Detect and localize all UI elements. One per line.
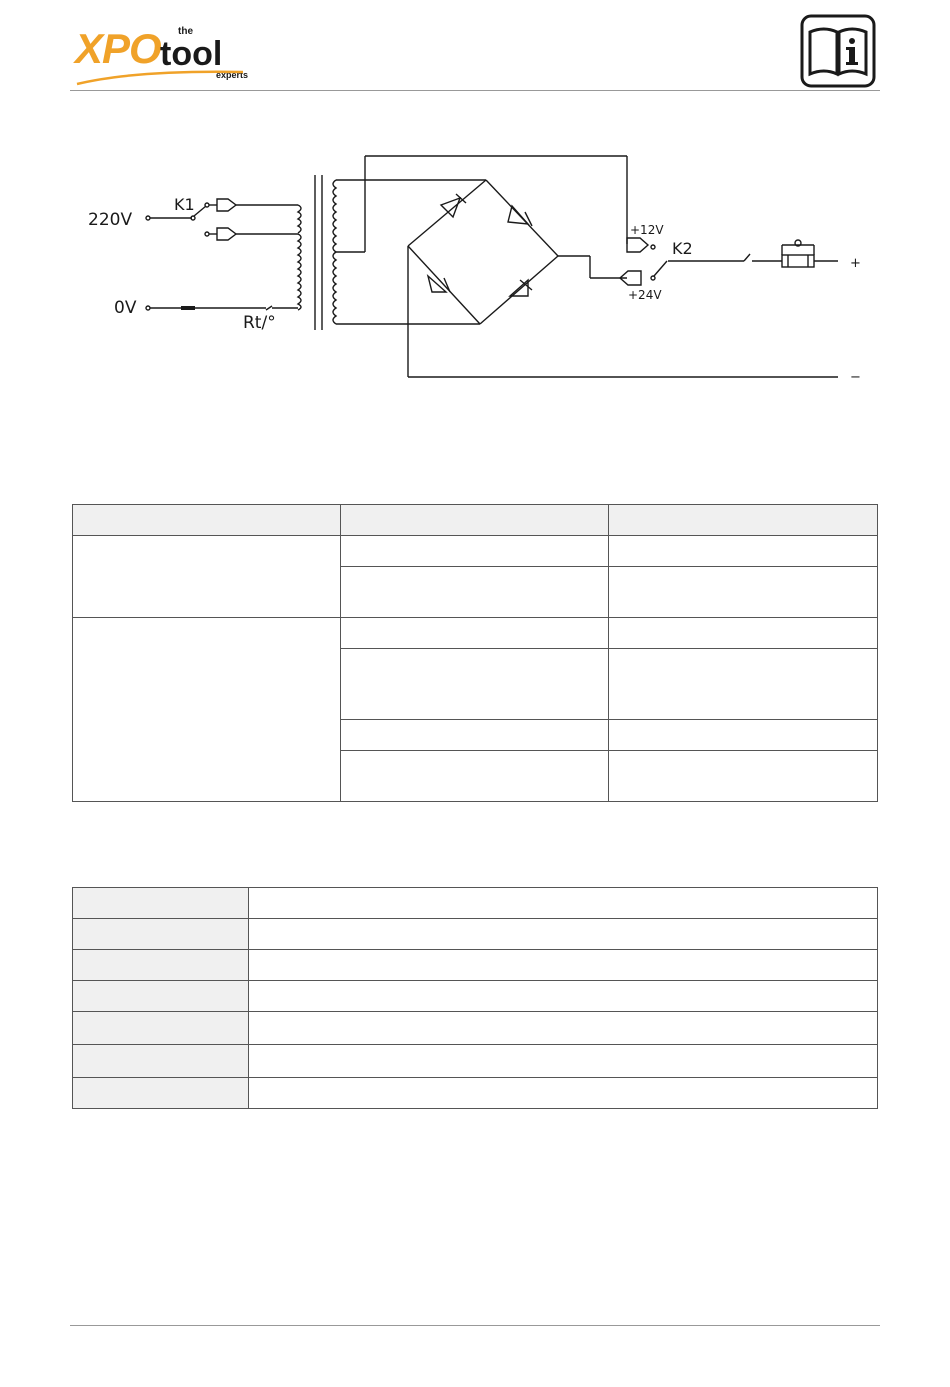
- logo-the-text: the: [178, 26, 193, 37]
- table-header-cell: [73, 505, 341, 536]
- logo-xpo-text: XPO: [75, 25, 161, 72]
- specification-table: [72, 504, 878, 802]
- table-row: [73, 536, 878, 567]
- table-cell: [609, 649, 878, 720]
- table-cell: [341, 618, 609, 649]
- label-plus: +: [850, 256, 861, 271]
- table-row: [73, 1078, 878, 1109]
- table-key-cell: [73, 919, 249, 950]
- table-row: [73, 1012, 878, 1045]
- footer-divider: [70, 1325, 880, 1326]
- table-key-cell: [73, 888, 249, 919]
- table-cell: [609, 751, 878, 802]
- table-cell: [609, 567, 878, 618]
- table-cell: [609, 720, 878, 751]
- circuit-diagram: [70, 150, 880, 390]
- label-220v: 220V: [88, 210, 133, 230]
- table-header-cell: [341, 505, 609, 536]
- table-value-cell: [249, 981, 878, 1012]
- table-cell: [73, 618, 341, 802]
- xpo-tool-logo: [75, 26, 255, 88]
- table-row: [73, 950, 878, 981]
- manual-info-icon: [800, 14, 876, 88]
- table-row: [73, 888, 878, 919]
- table-row: [73, 919, 878, 950]
- table-row: [73, 1045, 878, 1078]
- table-value-cell: [249, 888, 878, 919]
- table-cell: [609, 618, 878, 649]
- table-value-cell: [249, 919, 878, 950]
- table-row: [73, 618, 878, 649]
- table-key-cell: [73, 1078, 249, 1109]
- table-cell: [341, 720, 609, 751]
- table-cell: [341, 751, 609, 802]
- parameter-table: [72, 887, 878, 1109]
- table-cell: [73, 536, 341, 618]
- table-key-cell: [73, 1012, 249, 1045]
- label-minus: −: [850, 370, 861, 385]
- table-key-cell: [73, 1045, 249, 1078]
- table-value-cell: [249, 950, 878, 981]
- table-cell: [341, 649, 609, 720]
- table-key-cell: [73, 950, 249, 981]
- page-header: [70, 14, 880, 90]
- table-value-cell: [249, 1012, 878, 1045]
- logo-experts-text: experts: [216, 70, 249, 80]
- table-value-cell: [249, 1078, 878, 1109]
- logo-tool-text: tool: [160, 35, 223, 73]
- label-24v: +24V: [628, 288, 662, 302]
- label-k2: K2: [672, 239, 693, 258]
- label-rt: Rt/°: [243, 313, 276, 333]
- table-key-cell: [73, 981, 249, 1012]
- table-cell: [341, 536, 609, 567]
- table-row: [73, 981, 878, 1012]
- label-0v: 0V: [114, 298, 137, 318]
- table-cell: [609, 536, 878, 567]
- label-12v: +12V: [630, 223, 664, 237]
- label-k1: K1: [174, 195, 195, 214]
- table-value-cell: [249, 1045, 878, 1078]
- table-header-row: [73, 505, 878, 536]
- header-divider: [70, 90, 880, 91]
- logo-swoosh-icon: [75, 66, 245, 86]
- table-header-cell: [609, 505, 878, 536]
- table-cell: [341, 567, 609, 618]
